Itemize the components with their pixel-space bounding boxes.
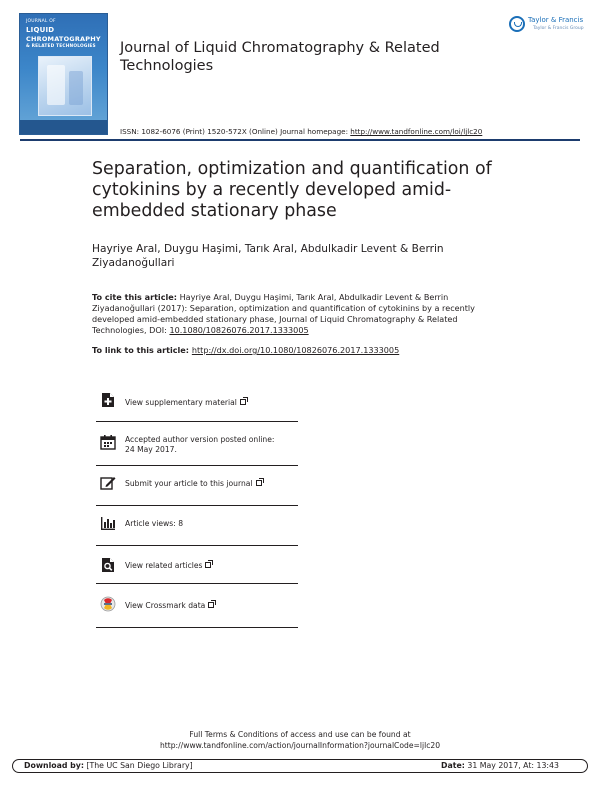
terms-url-link[interactable]: http://www.tandfonline.com/action/journalInformation?journalCode=ljlc20: [159, 741, 441, 750]
crossmark-link-text[interactable]: [125, 601, 295, 611]
file-plus-icon: [100, 392, 116, 408]
accepted-version-text: Accepted author version posted online: 24 May 2017.: [125, 435, 275, 454]
supplementary-label: View supplementary material: [125, 398, 237, 407]
related-articles-row[interactable]: [96, 546, 298, 584]
crossmark-icon: [100, 596, 116, 612]
related-articles-label: View related articles: [125, 561, 203, 570]
cover-line-1: JOURNAL OF: [26, 19, 56, 24]
citation-label: To cite this article:: [92, 292, 178, 302]
download-date-value: 31 May 2017, At: 13:43: [464, 761, 559, 770]
cover-line-4: & RELATED TECHNOLOGIES: [26, 44, 96, 49]
article-views-text: Article views: 8: [125, 519, 184, 528]
bar-chart-icon: [100, 515, 116, 531]
cover-line-2: LIQUID: [26, 26, 55, 34]
publisher-subname: Taylor & Francis Group: [533, 26, 584, 31]
journal-title[interactable]: Journal of Liquid Chromatography & Related Technologies: [120, 40, 440, 74]
cover-footer-band: [20, 120, 107, 134]
issn-label: ISSN: 1082-6076 (Print) 1520-572X (Online) Journal homepage:: [120, 127, 351, 136]
issn-line: [120, 127, 482, 136]
journal-homepage-link[interactable]: http://www.tandfonline.com/loi/ljlc20: [350, 127, 483, 136]
cover-line-3: CHROMATOGRAPHY: [26, 35, 101, 43]
link-label: To link to this article:: [92, 345, 192, 355]
downloaded-by: [24, 761, 193, 770]
article-title: Separation, optimization and quantification of cytokinins by a recently developed amid-embedded stationary phase: [92, 159, 492, 221]
citation-text: Hayriye Aral, Duygu Haşimi, Tarık Aral, Abdulkadir Levent & Berrin Ziyadanoğullari (2017): Separation, optimization and quantification of cytokinins by a recently developed amid-embedded stationary phase, Journal of Liquid Chromatography & Related Technologies, DOI:: [92, 292, 475, 335]
cover-illustration: [38, 56, 92, 116]
terms-and-conditions: [100, 729, 500, 751]
edit-icon: [100, 475, 116, 491]
related-articles-link-text[interactable]: [125, 561, 295, 571]
article-doi-url-link[interactable]: http://dx.doi.org/10.1080/10826076.2017.1333005: [191, 345, 400, 355]
external-link-icon: [208, 602, 214, 608]
crossmark-row[interactable]: [96, 584, 298, 628]
journal-cover-image: [19, 13, 108, 135]
citation-doi-link[interactable]: 10.1080/10826076.2017.1333005: [169, 325, 309, 335]
downloaded-by-value: [The UC San Diego Library]: [83, 761, 193, 770]
document-search-icon: [100, 557, 116, 573]
header-divider: [20, 139, 580, 141]
submit-article-label: Submit your article to this journal: [125, 479, 253, 488]
citation-block: [92, 292, 492, 336]
supplementary-link-text[interactable]: [125, 398, 295, 408]
submit-article-row[interactable]: [96, 466, 298, 506]
download-info-bar: [12, 759, 588, 773]
download-date-label: Date:: [441, 761, 465, 770]
download-date: [441, 761, 559, 770]
external-link-icon: [256, 480, 262, 486]
submit-article-link-text[interactable]: [125, 479, 295, 489]
article-views-row: [96, 506, 298, 546]
article-authors: Hayriye Aral, Duygu Haşimi, Tarık Aral, Abdulkadir Levent & Berrin Ziyadanoğullari: [92, 243, 444, 269]
accepted-version-row: [96, 422, 298, 466]
article-link-line: [92, 345, 512, 356]
publisher-name: Taylor & Francis: [528, 16, 584, 24]
calendar-icon: [100, 434, 116, 450]
supplementary-material-row[interactable]: [96, 382, 298, 422]
crossmark-label: View Crossmark data: [125, 601, 206, 610]
publisher-logo[interactable]: [509, 14, 593, 40]
terms-line-1: Full Terms & Conditions of access and use can be found at: [189, 730, 411, 739]
external-link-icon: [205, 562, 211, 568]
publisher-logo-icon: [509, 16, 525, 32]
downloaded-by-label: Download by:: [24, 761, 84, 770]
external-link-icon: [240, 399, 246, 405]
